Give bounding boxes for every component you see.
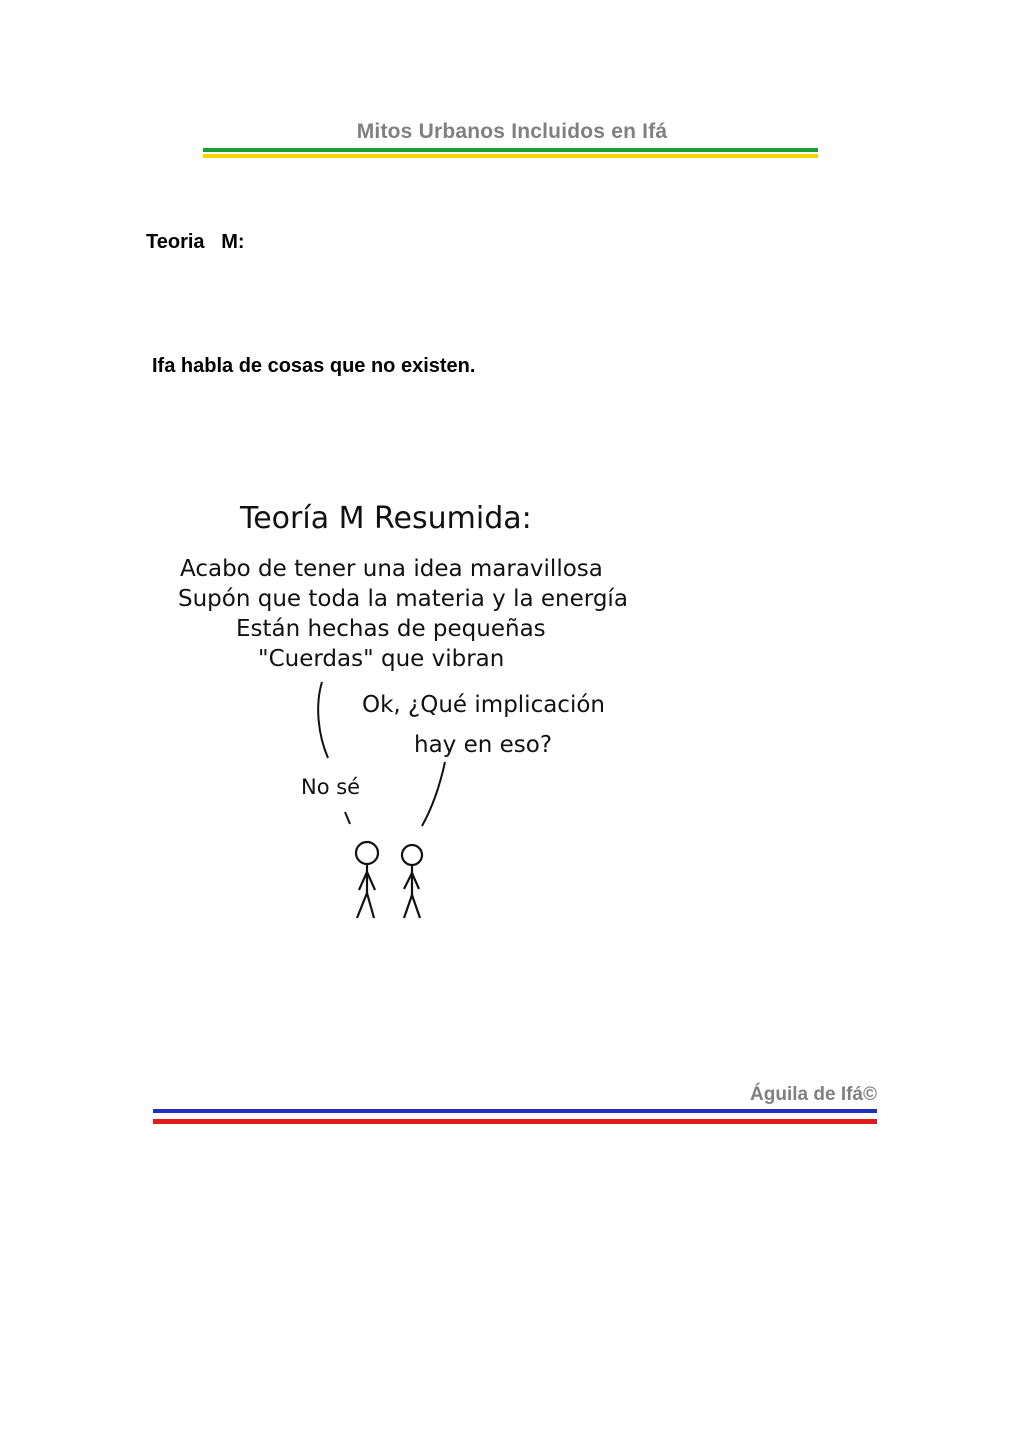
comic-title: Teoría M Resumida: — [240, 501, 532, 536]
speech-tail-left — [318, 682, 328, 758]
stick-figure-left — [356, 842, 378, 918]
comic-image — [160, 490, 700, 930]
comic-speech-line-4: "Cuerdas" que vibran — [258, 646, 505, 672]
comic-speech-line-1: Acabo de tener una idea maravillosa — [180, 556, 603, 582]
comic-reply-line-2: hay en eso? — [414, 732, 553, 758]
speech-tail-answer — [345, 812, 350, 824]
comic-answer: No sé — [301, 775, 361, 799]
footer-stripe-blue — [153, 1109, 877, 1113]
comic-reply-line-1: Ok, ¿Qué implicación — [362, 692, 605, 718]
footer-stripe-red — [153, 1119, 877, 1124]
header-stripe-green — [203, 148, 818, 152]
header-stripe-yellow — [203, 154, 818, 158]
section-heading: Teoria M: — [146, 231, 245, 253]
header-title: Mitos Urbanos Incluidos en Ifá — [356, 120, 668, 143]
footer-credit: Águila de Ifá© — [750, 1084, 877, 1105]
statement-text: Ifa habla de cosas que no existen. — [152, 355, 476, 377]
comic-speech-line-3: Están hechas de pequeñas — [236, 616, 546, 642]
comic-speech-line-2: Supón que toda la materia y la energía — [178, 586, 628, 612]
comic-illustration — [160, 490, 700, 930]
stick-figure-right — [402, 845, 422, 918]
speech-tail-right — [422, 762, 445, 826]
